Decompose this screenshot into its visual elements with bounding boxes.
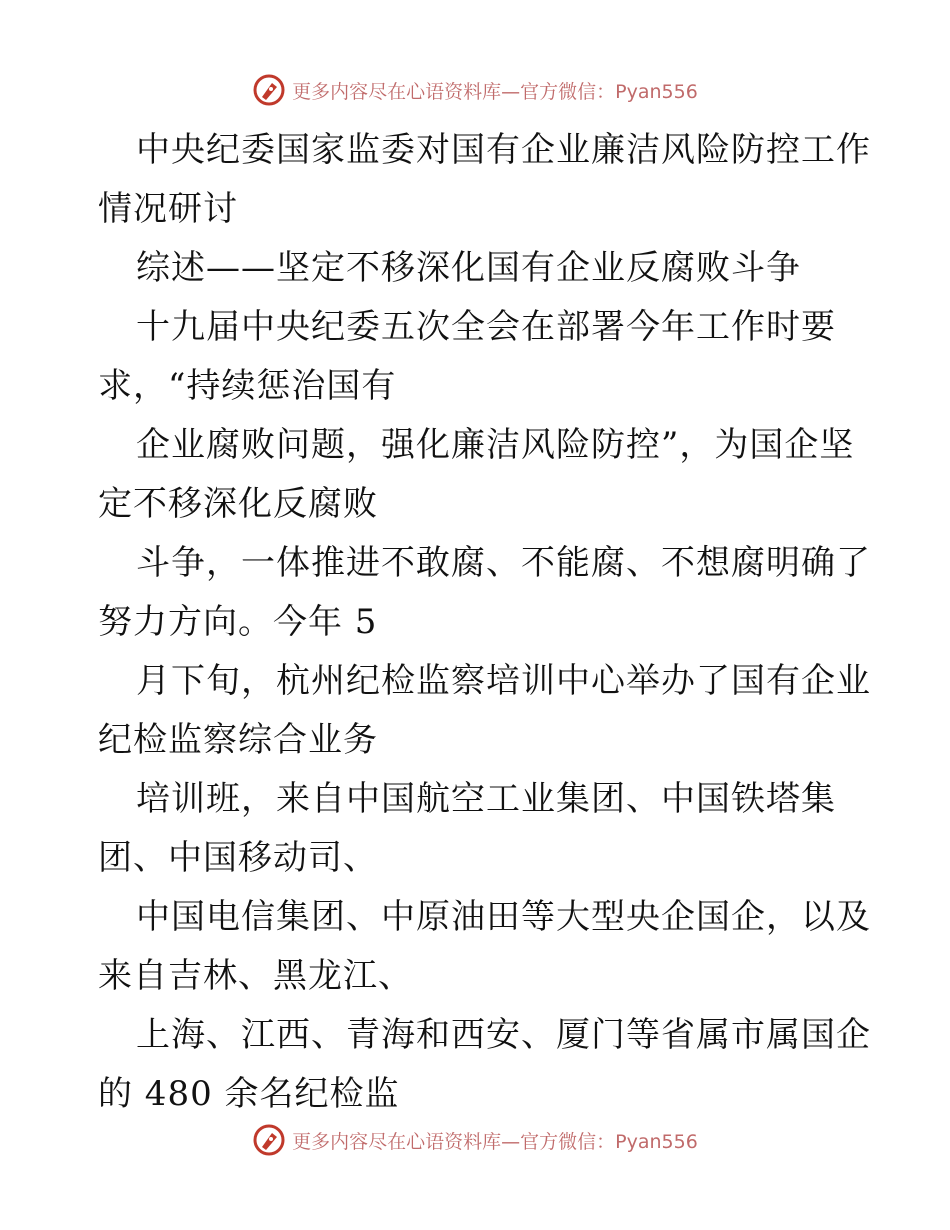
paragraph-2: 综述——坚定不移深化国有企业反腐败斗争 bbox=[136, 248, 801, 288]
document-body bbox=[98, 121, 871, 1124]
paragraph-4: 企业腐败问题，强化廉洁风险防控”，为国企坚 定不移深化反腐败 bbox=[98, 425, 855, 524]
pen-nib-circle-icon bbox=[252, 73, 286, 107]
banner-text: 更多内容尽在心语资料库—官方微信：Pyan556 bbox=[292, 80, 698, 103]
paragraph-5: 斗争，一体推进不敢腐、不能腐、不想腐明确了 努力方向。今年 5 bbox=[98, 543, 871, 642]
header-banner bbox=[0, 70, 950, 110]
paragraph-3: 十九届中央纪委五次全会在部署今年工作时要 求，“持续惩治国有 bbox=[98, 307, 836, 406]
paragraph-7: 培训班，来自中国航空工业集团、中国铁塔集 团、中国移动司、 bbox=[98, 779, 836, 878]
footer-banner bbox=[0, 1120, 950, 1160]
pen-nib-circle-icon bbox=[252, 1123, 286, 1157]
banner-text: 更多内容尽在心语资料库—官方微信：Pyan556 bbox=[292, 1130, 698, 1153]
paragraph-6: 月下旬，杭州纪检监察培训中心举办了国有企业 纪检监察综合业务 bbox=[98, 661, 871, 760]
paragraph-8: 中国电信集团、中原油田等大型央企国企，以及 来自吉林、黑龙江、 bbox=[98, 897, 871, 996]
paragraph-9: 上海、江西、青海和西安、厦门等省属市属国企 的 480 余名纪检监 bbox=[98, 1015, 871, 1114]
paragraph-1: 中央纪委国家监委对国有企业廉洁风险防控工作 情况研讨 bbox=[98, 130, 871, 229]
